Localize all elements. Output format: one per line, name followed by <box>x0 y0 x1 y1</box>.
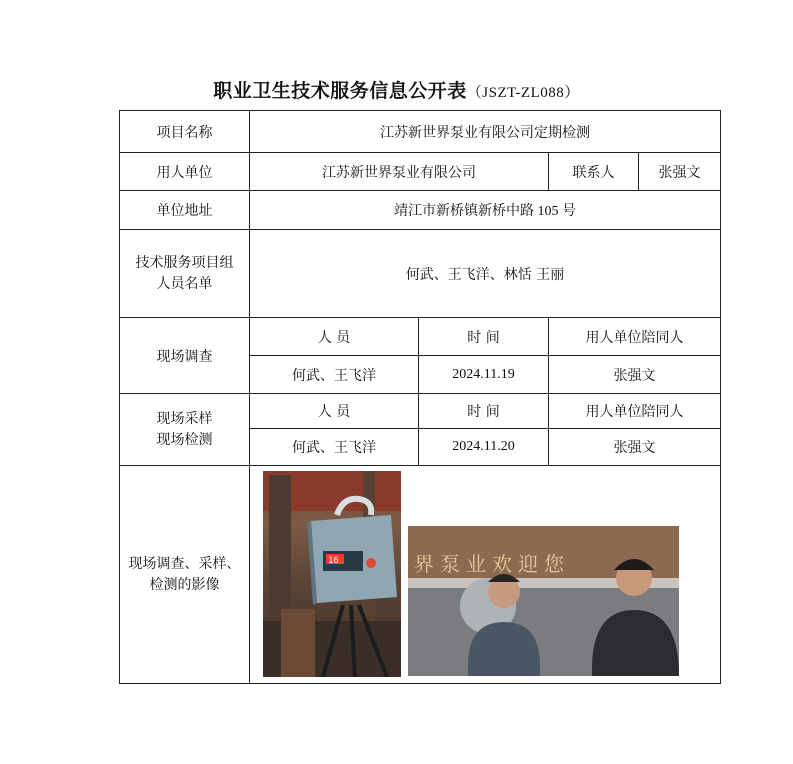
survey-time: 2024.11.19 <box>419 356 549 394</box>
row-survey-header <box>120 318 721 356</box>
contact-label: 联系人 <box>549 153 639 191</box>
sampling-header-person: 人 员 <box>250 394 419 429</box>
sampling-label: 现场采样现场检测 <box>120 394 250 466</box>
page-title <box>0 76 793 103</box>
images-label: 现场调查、采样、检测的影像 <box>120 466 250 684</box>
images-cell <box>250 466 721 684</box>
survey-header-person: 人 员 <box>250 318 419 356</box>
sampling-device-illustration <box>263 471 401 677</box>
form-code: （JSZT-ZL088） <box>466 85 580 101</box>
team-label: 技术服务项目组人员名单 <box>120 230 250 318</box>
row-images <box>120 466 721 684</box>
row-employer <box>120 153 721 191</box>
employer-value: 江苏新世界泵业有限公司 <box>250 153 549 191</box>
survey-person: 何武、王飞洋 <box>250 356 419 394</box>
team-value: 何武、王飞洋、林恬 王丽 <box>250 230 721 318</box>
survey-header-escort: 用人单位陪同人 <box>549 318 721 356</box>
photo-team-entrance <box>408 526 679 676</box>
device-display-digits: 16 <box>328 556 339 566</box>
info-table <box>119 110 721 684</box>
sampling-header-time: 时 间 <box>419 394 549 429</box>
title-text: 职业卫生技术服务信息公开表 <box>213 80 467 102</box>
row-project <box>120 111 721 153</box>
row-sampling-header <box>120 394 721 429</box>
photo-area <box>250 466 720 682</box>
banner-text: 界泵业欢迎您 <box>414 552 570 576</box>
sampling-header-escort: 用人单位陪同人 <box>549 394 721 429</box>
contact-value: 张强文 <box>639 153 721 191</box>
survey-escort: 张强文 <box>549 356 721 394</box>
address-label: 单位地址 <box>120 191 250 230</box>
employer-label: 用人单位 <box>120 153 250 191</box>
row-team <box>120 230 721 318</box>
survey-label: 现场调查 <box>120 318 250 394</box>
sampling-person: 何武、王飞洋 <box>250 429 419 466</box>
sampling-escort: 张强文 <box>549 429 721 466</box>
survey-header-time: 时 间 <box>419 318 549 356</box>
sampling-time: 2024.11.20 <box>419 429 549 466</box>
project-value: 江苏新世界泵业有限公司定期检测 <box>250 111 721 153</box>
address-value: 靖江市新桥镇新桥中路 105 号 <box>250 191 721 230</box>
row-address <box>120 191 721 230</box>
photo-sampling-device <box>263 471 401 677</box>
project-label: 项目名称 <box>120 111 250 153</box>
